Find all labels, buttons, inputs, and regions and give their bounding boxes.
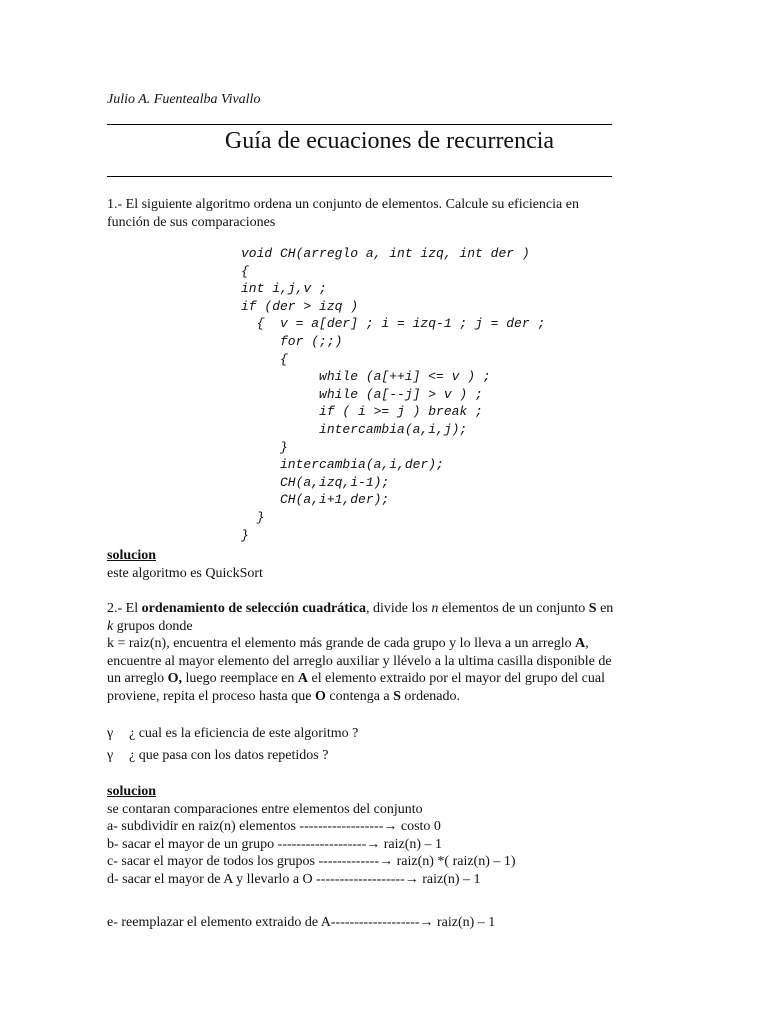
code-block (241, 245, 545, 544)
q2-solution-intro: se contaran comparaciones entre elementos del conjunto (107, 801, 423, 817)
code-line: if ( i >= j ) break ; (241, 404, 483, 420)
list-item: γ ¿ cual es la eficiencia de este algoritmo ? (107, 726, 359, 741)
title-rule-bottom (107, 176, 612, 177)
q2-questions (107, 725, 627, 764)
code-line: intercambia(a,i,der); (241, 457, 444, 473)
q2-step-a: a- subdividir en raiz(n) elementos ------------------→ costo 0 (107, 819, 441, 834)
code-line: while (a[--j] > v ) ; (241, 386, 483, 402)
code-line: CH(a,i+1,der); (241, 492, 390, 508)
q1-statement (107, 196, 627, 231)
q2-line-3: k = raiz(n), encuentra el elemento más grande de cada grupo y lo lleva a un arreglo A, (107, 636, 589, 651)
q1-solution-text: este algoritmo es QuickSort (107, 565, 263, 581)
code-line: { (241, 351, 288, 367)
code-line: CH(a,izq,i-1); (241, 474, 390, 490)
code-line: } (241, 439, 288, 455)
q1-line-1: 1.- El siguiente algoritmo ordena un conjunto de elementos. Calcule su eficiencia en (107, 197, 579, 212)
code-line: void CH(arreglo a, int izq, int der ) (241, 246, 530, 261)
q2-statement (107, 600, 627, 705)
page-title: Guía de ecuaciones de recurrencia (224, 128, 555, 154)
q2-line-4: encuentre al mayor elemento del arreglo auxiliar y llévelo a la ultima casilla disponible de (107, 653, 612, 669)
q2-step-c: c- sacar el mayor de todos los grupos -------------→ raiz(n) *( raiz(n) – 1) (107, 854, 516, 869)
code-line: if (der > izq ) (241, 298, 359, 314)
author-name: Julio A. Fuentealba Vivallo (107, 92, 261, 107)
code-line: intercambia(a,i,j); (241, 421, 468, 437)
title-rule-top (107, 124, 612, 125)
q2-solution (107, 783, 627, 888)
q1-solution (107, 547, 627, 582)
code-line: while (a[++i] <= v ) ; (241, 369, 491, 385)
gamma-bullet-icon: γ (107, 747, 114, 763)
q2-step-b: b- sacar el mayor de un grupo -------------------→ raiz(n) – 1 (107, 836, 443, 852)
gamma-bullet-icon: γ (107, 726, 114, 741)
q2-step-e: e- reemplazar el elemento extraido de A-------------------→ raiz(n) – 1 (107, 915, 496, 930)
q2-line-1: 2.- El ordenamiento de selección cuadrática, divide los n elementos de un conjunto S en (107, 601, 614, 616)
code-line: for (;;) (241, 333, 343, 349)
q1-line-2: función de sus comparaciones (107, 214, 276, 230)
q2-line-5: un arreglo O, luego reemplace en A el elemento extraido por el mayor del grupo del cual (107, 671, 606, 686)
code-line: } (241, 509, 265, 525)
q2-line-2: k grupos donde (107, 618, 193, 634)
q2-step-d: d- sacar el mayor de A y llevarlo a O -------------------→ raiz(n) – 1 (107, 871, 481, 887)
q1-solution-label: solucion (107, 548, 157, 563)
code-line: { (241, 263, 249, 279)
q2-solution-label: solucion (107, 784, 157, 799)
list-item: γ ¿ que pasa con los datos repetidos ? (107, 747, 329, 763)
code-line: { v = a[der] ; i = izq-1 ; j = der ; (241, 316, 546, 332)
q2-line-6: proviene, repita el proceso hasta que O contenga a S ordenado. (107, 688, 461, 704)
code-line: int i,j,v ; (241, 281, 327, 297)
code-line: } (241, 527, 249, 543)
